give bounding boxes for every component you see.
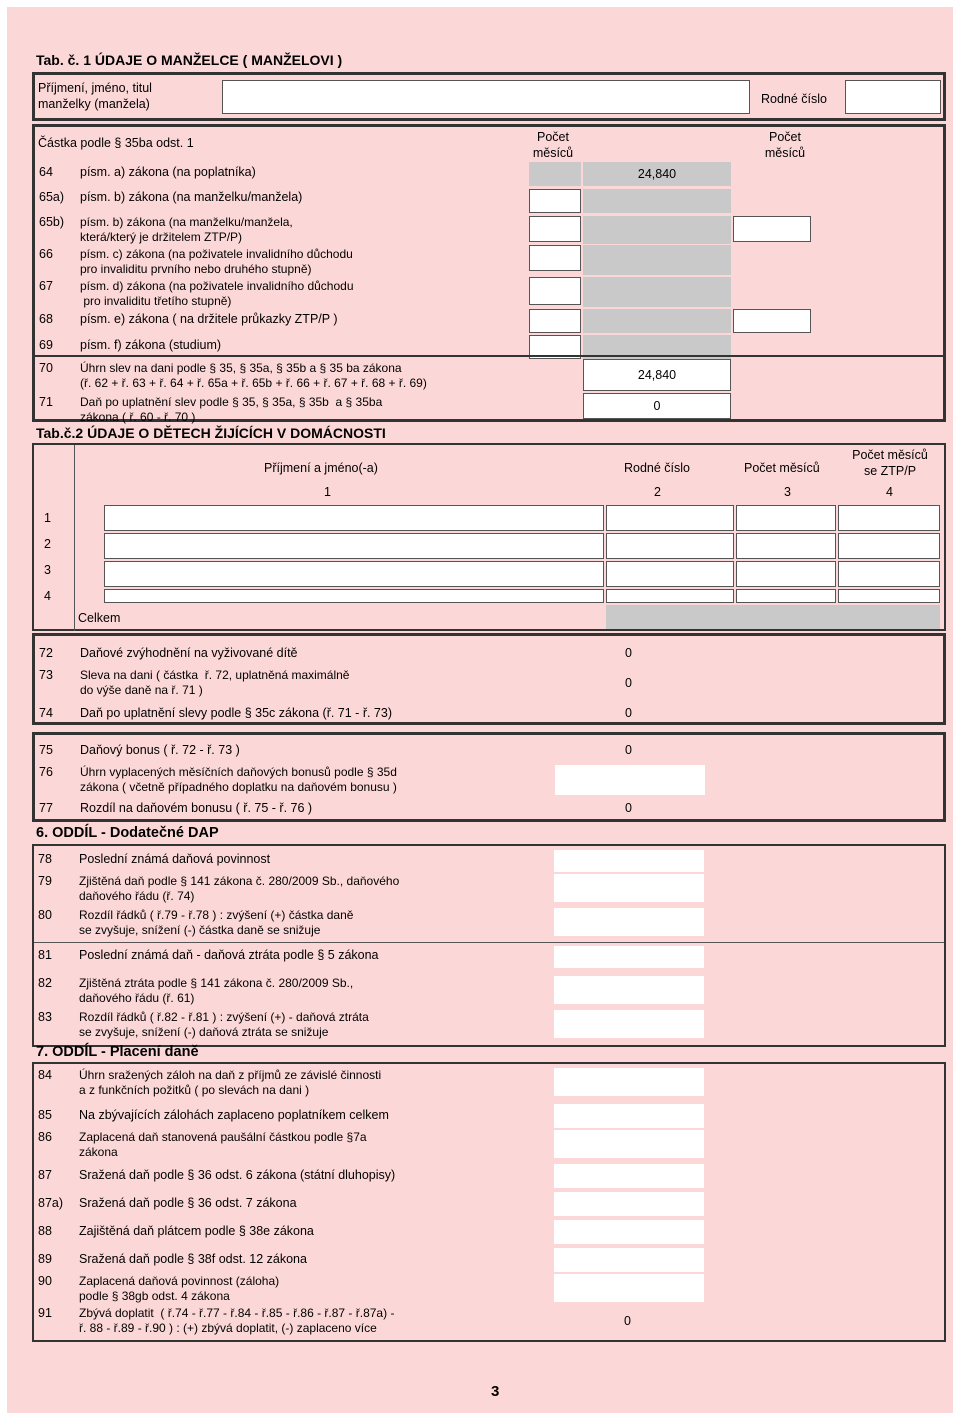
row65b-months2-input[interactable] <box>733 216 811 242</box>
total-label: Celkem <box>78 611 121 625</box>
row67-num: 67 <box>39 279 53 293</box>
row65a-value-cell <box>583 189 731 213</box>
row84-text: Úhrn sražených záloh na daň z příjmů ze závislé činnosti a z funkčních požitků ( po slevách na dani ) <box>79 1068 382 1097</box>
divider <box>74 445 75 631</box>
row65a-num: 65a) <box>39 190 65 204</box>
row81-input[interactable] <box>554 946 704 968</box>
row65b-months-input[interactable] <box>529 216 581 242</box>
divider <box>34 942 944 943</box>
tab2-table <box>32 443 946 631</box>
tab2-col1: 1 <box>324 485 331 499</box>
child2-name-input[interactable] <box>104 533 604 559</box>
child4-ztp-input[interactable] <box>838 589 940 603</box>
row88-input[interactable] <box>554 1220 704 1244</box>
months-header-2: Počet měsíců <box>764 130 806 160</box>
spouse-name-box <box>32 72 946 121</box>
row72-value: 0 <box>625 646 632 660</box>
row87-text: Sražená daň podle § 36 odst. 6 zákona (státní dluhopisy) <box>79 1168 396 1182</box>
total-cells <box>606 605 940 629</box>
row72-num: 72 <box>39 646 53 660</box>
row87a-num: 87a) <box>38 1196 64 1210</box>
form-page <box>7 7 953 1413</box>
castka-label: Částka podle § 35ba odst. 1 <box>38 136 194 150</box>
child-row1-num: 1 <box>44 511 51 525</box>
row88-num: 88 <box>38 1224 52 1238</box>
row65a-text: písm. b) zákona (na manželku/manžela) <box>80 190 303 204</box>
row86-num: 86 <box>38 1130 52 1144</box>
row81-text: Poslední známá daň - daňová ztráta podle § 5 zákona <box>79 948 379 962</box>
spouse-name-input[interactable] <box>222 80 750 114</box>
row82-text: Zjištěná ztráta podle § 141 zákona č. 280/2009 Sb., daňového řádu (ř. 61) <box>79 976 354 1005</box>
row87a-input[interactable] <box>554 1192 704 1216</box>
row73-text: Sleva na dani ( částka ř. 72, uplatněná maximálně do výše daně na ř. 71 ) <box>80 668 350 697</box>
row76-input[interactable] <box>555 765 705 795</box>
row66-months-input[interactable] <box>529 245 581 271</box>
row68-months2-input[interactable] <box>733 309 811 333</box>
row85-text: Na zbývajících zálohách zaplaceno poplatníkem celkem <box>79 1108 389 1122</box>
row72-text: Daňové zvýhodnění na vyživované dítě <box>80 646 298 660</box>
row70-value-cell <box>583 359 731 391</box>
child4-months-input[interactable] <box>736 589 836 603</box>
row89-text: Sražená daň podle § 38f odst. 12 zákona <box>79 1252 307 1266</box>
row71-text: Daň po uplatnění slev podle § 35, § 35a, § 35b a § 35ba zákona ( ř. 60 - ř. 70 ) <box>80 395 383 424</box>
row65b-num: 65b) <box>39 215 65 229</box>
spouse-name-label: Příjmení, jméno, titul manželky (manžela) <box>38 81 152 111</box>
row68-value-cell <box>583 309 731 333</box>
tab2-col2: 2 <box>654 485 661 499</box>
row64-num: 64 <box>39 165 53 179</box>
row67-value-cell <box>583 277 731 307</box>
row83-num: 83 <box>38 1010 52 1024</box>
tab2-col4: 4 <box>886 485 893 499</box>
row90-input[interactable] <box>554 1274 704 1302</box>
tab2-header-name: Příjmení a jméno(-a) <box>264 461 378 475</box>
row87a-text: Sražená daň podle § 36 odst. 7 zákona <box>79 1196 297 1210</box>
row77-text: Rozdíl na daňovém bonusu ( ř. 75 - ř. 76 ) <box>80 801 313 815</box>
row87-input[interactable] <box>554 1164 704 1188</box>
row71-value: 0 <box>653 399 661 413</box>
child-row4-num: 4 <box>44 589 51 603</box>
row69-num: 69 <box>39 338 53 352</box>
row82-input[interactable] <box>554 976 704 1004</box>
row68-num: 68 <box>39 312 53 326</box>
row73-num: 73 <box>39 668 53 682</box>
row77-value: 0 <box>625 801 632 815</box>
row80-num: 80 <box>38 908 52 922</box>
row84-input[interactable] <box>554 1068 704 1096</box>
row86-text: Zaplacená daň stanovená paušální částkou podle §7a zákona <box>79 1130 367 1159</box>
row74-num: 74 <box>39 706 53 720</box>
row73-value: 0 <box>625 676 632 690</box>
row70-text: Úhrn slev na dani podle § 35, § 35a, § 35b a § 35 ba zákona (ř. 62 + ř. 63 + ř. 64 + ř. 65a + ř. 65b + ř. 66 + ř. 67 + ř. 68 + ř. 69) <box>80 361 427 390</box>
tab2-header-ztp: Počet měsíců se ZTP/P <box>852 448 928 478</box>
row70-num: 70 <box>39 361 53 375</box>
page-number: 3 <box>491 1383 500 1400</box>
block72 <box>32 633 946 725</box>
child3-months-input[interactable] <box>736 561 836 587</box>
child-row3-num: 3 <box>44 563 51 577</box>
row83-input[interactable] <box>554 1010 704 1038</box>
row67-months-input[interactable] <box>529 277 581 305</box>
row68-text: písm. e) zákona ( na držitele průkazky ZTP/P ) <box>80 312 338 326</box>
row82-num: 82 <box>38 976 52 990</box>
row75-value: 0 <box>625 743 632 757</box>
child3-ztp-input[interactable] <box>838 561 940 587</box>
row89-num: 89 <box>38 1252 52 1266</box>
row69-text: písm. f) zákona (studium) <box>80 338 222 352</box>
section7-table <box>32 1062 946 1342</box>
row64-value: 24,840 <box>637 167 677 181</box>
row68-months-input[interactable] <box>529 309 581 333</box>
child3-name-input[interactable] <box>104 561 604 587</box>
row80-text: Rozdíl řádků ( ř.79 - ř.78 ) : zvýšení (+) částka daně se zvyšuje, snížení (-) částka daně se snižuje <box>79 908 354 937</box>
child4-birth-input[interactable] <box>606 589 734 603</box>
row79-input[interactable] <box>554 874 704 902</box>
tab2-col3: 3 <box>784 485 791 499</box>
tab2-title: Tab.č.2 ÚDAJE O DĚTECH ŽIJÍCÍCH V DOMÁCNOSTI <box>36 425 386 441</box>
row76-text: Úhrn vyplacených měsíčních daňových bonusů podle § 35d zákona ( včetně případného doplatku na daňovém bonusu ) <box>80 765 397 794</box>
row83-text: Rozdíl řádků ( ř.82 - ř.81 ) : zvýšení (+) - daňová ztráta se zvyšuje, snížení (-) daňová ztráta se snižuje <box>79 1010 369 1039</box>
row65a-months-input[interactable] <box>529 189 581 213</box>
row91-text: Zbývá doplatit ( ř.74 - ř.77 - ř.84 - ř.85 - ř.86 - ř.87 - ř.87a) - ř. 88 - ř.89 - ř.90 ) : (+) zbývá doplatit, (-) zaplaceno více <box>79 1306 395 1335</box>
row64-text: písm. a) zákona (na poplatníka) <box>80 165 256 179</box>
row75-num: 75 <box>39 743 53 757</box>
tab1-table <box>32 124 946 422</box>
row80-input[interactable] <box>554 908 704 936</box>
child2-ztp-input[interactable] <box>838 533 940 559</box>
row66-text: písm. c) zákona (na poživatele invalidního důchodu pro invaliditu prvního nebo druhého stupně) <box>80 247 353 276</box>
row84-num: 84 <box>38 1068 52 1082</box>
row77-num: 77 <box>39 801 53 815</box>
row90-num: 90 <box>38 1274 52 1288</box>
row88-text: Zajištěná daň plátcem podle § 38e zákona <box>79 1224 314 1238</box>
row66-num: 66 <box>39 247 53 261</box>
row71-value-cell <box>583 393 731 419</box>
child2-birth-input[interactable] <box>606 533 734 559</box>
row76-num: 76 <box>39 765 53 779</box>
child1-name-input[interactable] <box>104 505 604 531</box>
block75 <box>32 732 946 822</box>
section7-title: 7. ODDÍL - Placení daně <box>36 1044 199 1060</box>
child3-birth-input[interactable] <box>606 561 734 587</box>
row86-input[interactable] <box>554 1130 704 1158</box>
spouse-birth-number-input[interactable] <box>845 80 941 114</box>
row89-input[interactable] <box>554 1248 704 1272</box>
row87-num: 87 <box>38 1168 52 1182</box>
spouse-birth-number-label: Rodné číslo <box>761 92 828 106</box>
section6-table <box>32 844 946 1047</box>
row65b-text: písm. b) zákona (na manželku/manžela, která/který je držitelem ZTP/P) <box>80 215 293 244</box>
row78-input[interactable] <box>554 850 704 872</box>
row64-value-cell <box>583 162 731 186</box>
child1-ztp-input[interactable] <box>838 505 940 531</box>
row67-text: písm. d) zákona (na poživatele invalidního důchodu pro invaliditu třetího stupně) <box>80 279 354 308</box>
row71-num: 71 <box>39 395 53 409</box>
tab2-header-birth: Rodné číslo <box>624 461 691 475</box>
row91-value: 0 <box>624 1314 631 1328</box>
row90-text: Zaplacená daňová povinnost (záloha) podle § 38gb odst. 4 zákona <box>79 1274 280 1303</box>
row74-value: 0 <box>625 706 632 720</box>
child1-birth-input[interactable] <box>606 505 734 531</box>
row79-text: Zjištěná daň podle § 141 zákona č. 280/2009 Sb., daňového daňového řádu (ř. 74) <box>79 874 400 903</box>
tab1-title: Tab. č. 1 ÚDAJE O MANŽELCE ( MANŽELOVI ) <box>36 52 343 68</box>
row74-text: Daň po uplatnění slevy podle § 35c zákona (ř. 71 - ř. 73) <box>80 706 392 720</box>
row79-num: 79 <box>38 874 52 888</box>
divider <box>35 355 943 357</box>
row85-input[interactable] <box>554 1104 704 1128</box>
row70-value: 24,840 <box>637 368 677 382</box>
row64-months-cell <box>529 162 581 186</box>
child4-name-input[interactable] <box>104 589 604 603</box>
row91-num: 91 <box>38 1306 52 1320</box>
tab2-header-months: Počet měsíců <box>744 461 820 475</box>
row78-text: Poslední známá daňová povinnost <box>79 852 271 866</box>
child1-months-input[interactable] <box>736 505 836 531</box>
row66-value-cell <box>583 245 731 275</box>
child2-months-input[interactable] <box>736 533 836 559</box>
row75-text: Daňový bonus ( ř. 72 - ř. 73 ) <box>80 743 240 757</box>
row81-num: 81 <box>38 948 52 962</box>
row65b-value-cell <box>583 216 731 244</box>
child-row2-num: 2 <box>44 537 51 551</box>
months-header-1: Počet měsíců <box>532 130 574 160</box>
section6-title: 6. ODDÍL - Dodatečné DAP <box>36 825 219 841</box>
row78-num: 78 <box>38 852 52 866</box>
row85-num: 85 <box>38 1108 52 1122</box>
